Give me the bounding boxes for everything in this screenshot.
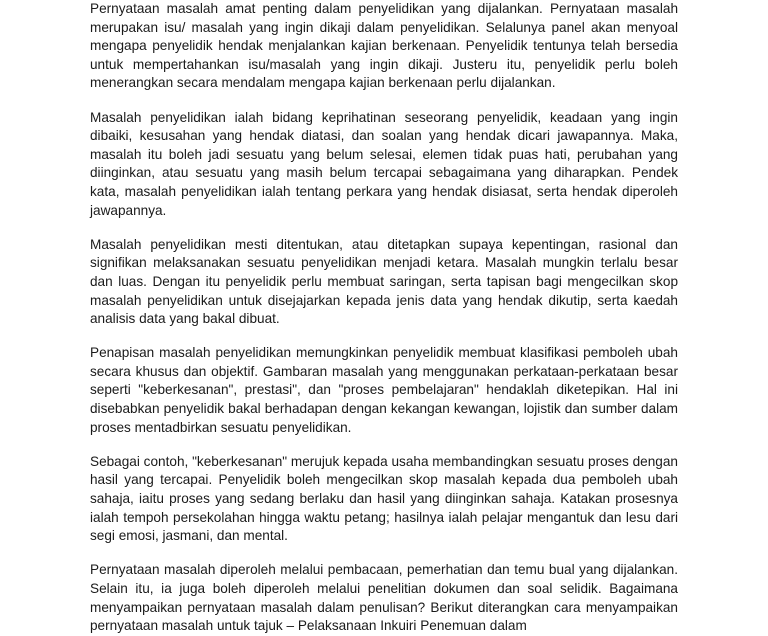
paragraph-6: Pernyataan masalah diperoleh melalui pembacaan, pemerhatian dan temu bual yang dijalankan. Selain itu, ia juga boleh diperoleh melalui penelitian dokumen dan soal selidik. Bagaimana menyampaikan pernyataan masalah dalam penulisan? Berikut diterangkan cara menyampaikan pernyataan masalah untuk tajuk – Pelaksanaan Inkuiri Penemuan dalam [90, 562, 678, 634]
paragraph-1: Pernyataan masalah amat penting dalam penyelidikan yang dijalankan. Pernyataan masalah merupakan isu/ masalah yang ingin dikaji dalam penyelidikan. Selalunya panel akan menyoal mengapa penyelidik hendak menjalankan kajian berkenaan. Penyelidik tentunya telah bersedia untuk mempertahankan isu/masalah yang ingin dikaji. Justeru itu, penyelidik perlu boleh menerangkan secara mendalam mengapa kajian berkenaan perlu dijalankan. [90, 1, 678, 91]
paragraph-3: Masalah penyelidikan mesti ditentukan, atau ditetapkan supaya kepentingan, rasional dan signifikan melaksanakan sesuatu penyelidikan menjadi ketara. Masalah mungkin terlalu besar dan luas. Dengan itu penyelidik perlu membuat saringan, serta tapisan bagi mengecilkan skop masalah penyelidikan untuk disejajarkan kepada jenis data yang hendak dikutip, serta kaedah analisis data yang bakal dibuat. [90, 236, 678, 327]
document-page [90, 0, 678, 636]
paragraph-2: Masalah penyelidikan ialah bidang keprihatinan seseorang penyelidik, keadaan yang ingin dibaiki, kesusahan yang hendak diatasi, dan soalan yang hendak dicari jawapannya. Maka, masalah itu boleh jadi sesuatu yang belum selesai, elemen tidak puas hati, perubahan yang diinginkan, atau sesuatu yang masih belum tercapai sebagaimana yang diharapkan. Pendek kata, masalah penyelidikan ialah tentang perkara yang hendak disiasat, serta hendak diperoleh jawapannya. [90, 109, 678, 218]
paragraph-4: Penapisan masalah penyelidikan memungkinkan penyelidik membuat klasifikasi pemboleh ubah secara khusus dan objektif. Gambaran masalah yang menggunakan perkataan-perkataan besar seperti "keberkesanan", prestasi", dan "proses pembelajaran" hendaklah diketepikan. Hal ini disebabkan penyelidik bakal berhadapan dengan kekangan kewangan, lojistik dan sumber dalam proses mentadbirkan sesuatu penyelidikan. [90, 345, 678, 435]
paragraph-5: Sebagai contoh, "keberkesanan" merujuk kepada usaha membandingkan sesuatu proses dengan hasil yang tercapai. Penyelidik boleh mengecilkan skop masalah kepada dua pemboleh ubah sahaja, iaitu proses yang sedang berlaku dan hasil yang diinginkan sahaja. Katakan prosesnya ialah tempoh persekolahan hingga waktu petang; hasilnya ialah pelajar mengantuk dan lesu dari segi emosi, jasmani, dan mental. [90, 453, 678, 544]
